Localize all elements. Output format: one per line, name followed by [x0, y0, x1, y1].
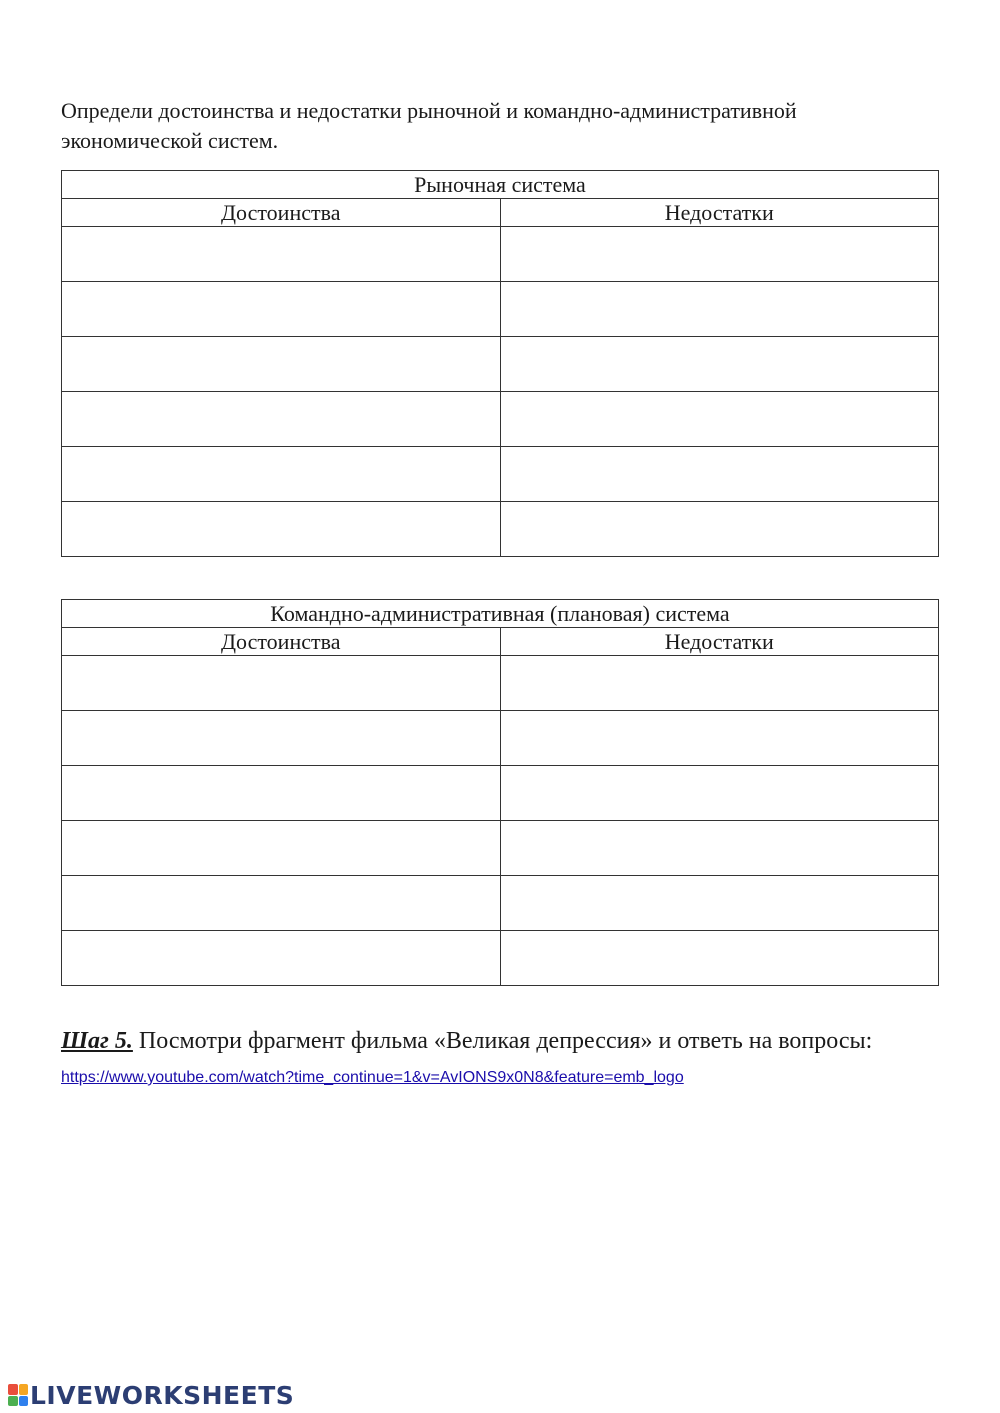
disadvantage-answer-cell[interactable]	[500, 282, 939, 337]
table-row	[62, 337, 939, 392]
disadvantage-answer-cell[interactable]	[500, 447, 939, 502]
disadvantage-answer-cell[interactable]	[500, 337, 939, 392]
logo-square	[8, 1384, 18, 1395]
disadvantage-answer-cell[interactable]	[500, 821, 939, 876]
table-row	[62, 821, 939, 876]
table-row	[62, 227, 939, 282]
disadvantage-answer-cell[interactable]	[500, 392, 939, 447]
column-header-disadvantages: Недостатки	[500, 628, 939, 656]
liveworksheets-logo	[8, 1381, 294, 1409]
disadvantage-answer-cell[interactable]	[500, 711, 939, 766]
advantage-answer-cell[interactable]	[62, 337, 501, 392]
step-5-instruction	[61, 1026, 961, 1056]
disadvantage-answer-cell[interactable]	[500, 876, 939, 931]
step-text: Посмотри фрагмент фильма «Великая депрессия» и ответь на вопросы:	[132, 1028, 873, 1054]
advantage-answer-cell[interactable]	[62, 766, 501, 821]
column-header-advantages: Достоинства	[62, 199, 501, 227]
disadvantage-answer-cell[interactable]	[500, 656, 939, 711]
advantage-answer-cell[interactable]	[62, 711, 501, 766]
liveworksheets-logo-icon	[8, 1384, 28, 1406]
column-header-advantages: Достоинства	[62, 628, 501, 656]
table-row	[62, 502, 939, 557]
advantage-answer-cell[interactable]	[62, 502, 501, 557]
table-title: Рыночная система	[62, 171, 939, 199]
table-row	[62, 876, 939, 931]
logo-square	[19, 1396, 29, 1407]
advantage-answer-cell[interactable]	[62, 821, 501, 876]
instructions-line-1: Определи достоинства и недостатки рыночной и командно-административной	[61, 98, 797, 123]
table-row	[62, 931, 939, 986]
table-row	[62, 656, 939, 711]
advantage-answer-cell[interactable]	[62, 931, 501, 986]
table-row	[62, 711, 939, 766]
table-row	[62, 447, 939, 502]
advantage-answer-cell[interactable]	[62, 282, 501, 337]
advantage-answer-cell[interactable]	[62, 876, 501, 931]
market-system-table	[61, 170, 939, 557]
disadvantage-answer-cell[interactable]	[500, 766, 939, 821]
step-label: Шаг 5.	[61, 1028, 133, 1054]
logo-square	[19, 1384, 29, 1395]
advantage-answer-cell[interactable]	[62, 227, 501, 282]
advantage-answer-cell[interactable]	[62, 447, 501, 502]
disadvantage-answer-cell[interactable]	[500, 227, 939, 282]
table-row	[62, 766, 939, 821]
video-link[interactable]: https://www.youtube.com/watch?time_continue=1&v=AvIONS9x0N8&feature=emb_logo	[61, 1069, 684, 1086]
table-row	[62, 392, 939, 447]
table-row	[62, 282, 939, 337]
column-header-disadvantages: Недостатки	[500, 199, 939, 227]
disadvantage-answer-cell[interactable]	[500, 931, 939, 986]
liveworksheets-logo-text: LIVEWORKSHEETS	[30, 1380, 295, 1410]
instructions-line-2: экономической систем.	[61, 128, 279, 153]
table-title: Командно-административная (плановая) система	[62, 600, 939, 628]
disadvantage-answer-cell[interactable]	[500, 502, 939, 557]
advantage-answer-cell[interactable]	[62, 656, 501, 711]
advantage-answer-cell[interactable]	[62, 392, 501, 447]
logo-square	[8, 1396, 18, 1407]
command-system-table	[61, 599, 939, 986]
instructions	[61, 96, 941, 156]
